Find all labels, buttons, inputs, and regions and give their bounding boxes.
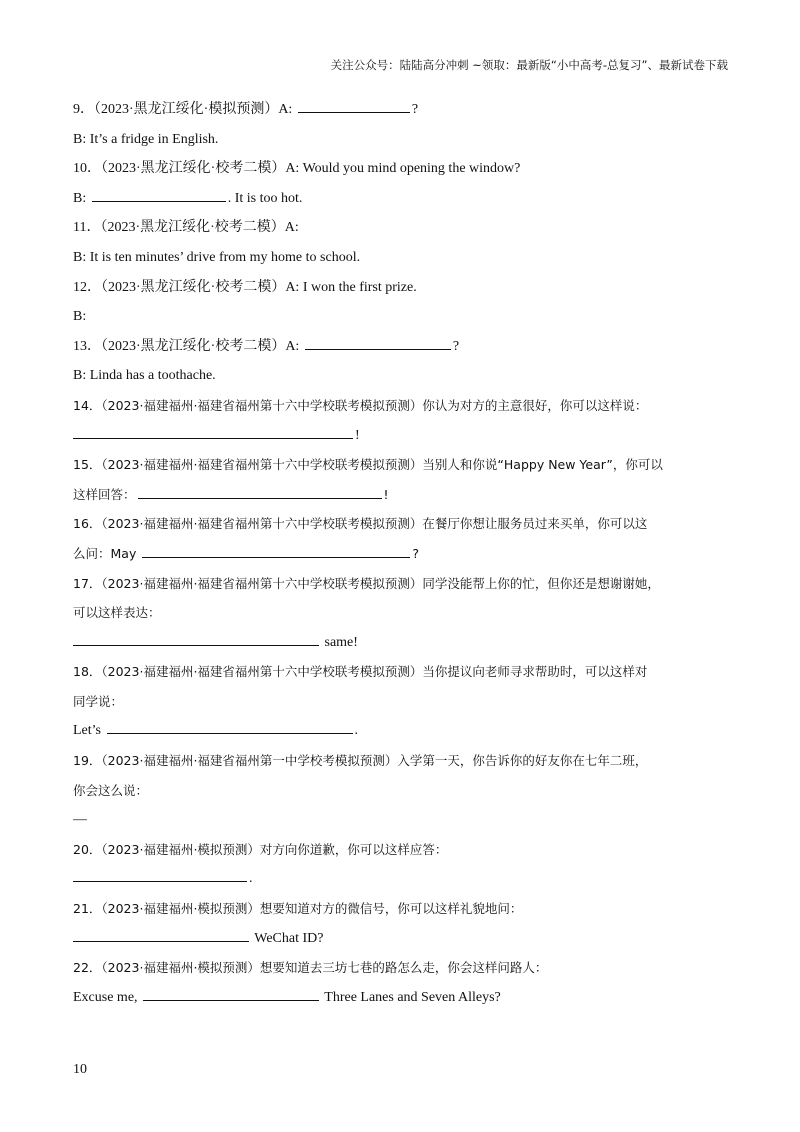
answer-blank[interactable] (298, 98, 410, 113)
q13-answer (73, 361, 733, 391)
q16-answer (73, 539, 733, 569)
line-text: B: (73, 309, 87, 325)
line-text: 你会这么说： (73, 782, 149, 798)
q15-prompt (73, 450, 733, 480)
line-text: 么问：May (73, 545, 141, 561)
line-text: 13．（2023·黑龙江绥化·校考二模）A: (73, 338, 303, 354)
line-text: 这样回答： (73, 486, 136, 502)
answer-blank[interactable] (138, 484, 382, 499)
line-text: 19．（2023·福建福州·福建省福州第一中学校考模拟预测）入学第一天，你告诉你的好友你在七年二班， (73, 753, 648, 769)
line-text: ! (355, 427, 360, 443)
q11-prompt (73, 213, 733, 243)
answer-blank[interactable] (73, 927, 249, 942)
q17-answer (73, 628, 733, 658)
line-text: 同学说： (73, 693, 124, 709)
line-text: 22．（2023·福建福州·模拟预测）想要知道去三坊七巷的路怎么走，你会这样问路人： (73, 960, 548, 976)
line-text: 9．（2023·黑龙江绥化·模拟预测）A: (73, 102, 296, 117)
line-text: . (354, 723, 358, 739)
q12-answer (73, 302, 733, 332)
line-text: 11．（2023·黑龙江绥化·校考二模）A: (73, 220, 299, 236)
q15-answer (73, 480, 733, 510)
page-number: 10 (73, 1062, 87, 1077)
q18-prompt-cont (73, 687, 733, 717)
line-text: 12．（2023·黑龙江绥化·校考二模）A: I won the first prize. (73, 279, 417, 295)
line-text: B: It’s a fridge in English. (73, 131, 219, 147)
q14-answer (73, 421, 733, 451)
line-text: ! (383, 486, 389, 502)
line-text: B: (73, 190, 90, 206)
q21-prompt (73, 894, 733, 924)
q18-prompt (73, 657, 733, 687)
answer-blank[interactable] (92, 187, 226, 202)
answer-blank[interactable] (107, 719, 353, 734)
q19-prompt (73, 746, 733, 776)
answer-blank[interactable] (142, 543, 410, 558)
q20-prompt (73, 835, 733, 865)
page-header: 关注公众号：陆陆高分冲刺 ~领取：最新版“小中高考-总复习”、最新试卷下载 (330, 58, 728, 72)
q22-prompt (73, 953, 733, 983)
line-text: ? (411, 102, 419, 117)
line-text: Excuse me, (73, 989, 142, 1005)
line-text: 17．（2023·福建福州·福建省福州第十六中学校联考模拟预测）同学没能帮上你的忙，但你还是想谢谢她， (73, 575, 660, 591)
line-text: 15．（2023·福建福州·福建省福州第十六中学校联考模拟预测）当别人和你说“Happy New Year”，你可以 (73, 457, 663, 473)
line-text: . It is too hot. (227, 190, 303, 206)
q11-answer (73, 243, 733, 273)
answer-blank[interactable] (73, 867, 247, 882)
q19-prompt-cont (73, 776, 733, 806)
q19-answer (73, 805, 733, 835)
q20-answer (73, 864, 733, 894)
line-text: ? (412, 545, 419, 561)
line-text: same! (321, 634, 358, 650)
line-text: 14．（2023·福建福州·福建省福州第十六中学校联考模拟预测）你认为对方的主意很好，你可以这样说： (73, 397, 648, 413)
q18-answer (73, 716, 733, 746)
line-text: . (249, 871, 253, 887)
q14-prompt (73, 391, 733, 421)
line-text: — (73, 812, 87, 828)
line-text: 可以这样表达： (73, 605, 161, 621)
q12-prompt (73, 273, 733, 303)
line-text: 21．（2023·福建福州·模拟预测）想要知道对方的微信号，你可以这样礼貌地问： (73, 901, 523, 917)
q22-answer (73, 983, 733, 1013)
line-text: ? (452, 338, 460, 354)
line-text: B: It is ten minutes’ drive from my home to school. (73, 249, 361, 265)
line-text: B: Linda has a toothache. (73, 368, 216, 384)
line-text: 20．（2023·福建福州·模拟预测）对方向你道歉，你可以这样应答： (73, 841, 448, 857)
q17-prompt (73, 569, 733, 599)
q9-answer (73, 125, 733, 155)
q10-prompt (73, 154, 733, 184)
answer-blank[interactable] (73, 424, 353, 439)
q16-prompt (73, 509, 733, 539)
line-text: 16．（2023·福建福州·福建省福州第十六中学校联考模拟预测）在餐厅你想让服务员过来买单，你可以这 (73, 516, 648, 532)
q17-prompt-cont (73, 598, 733, 628)
question-list (73, 95, 733, 1012)
line-text: Three Lanes and Seven Alleys? (321, 989, 501, 1005)
answer-blank[interactable] (73, 631, 319, 646)
q10-answer (73, 184, 733, 214)
answer-blank[interactable] (143, 986, 319, 1001)
q13-prompt (73, 332, 733, 362)
line-text: Let’s (73, 723, 105, 739)
line-text: WeChat ID? (251, 930, 324, 946)
q21-answer (73, 924, 733, 954)
q9-prompt (73, 95, 733, 125)
line-text: 10．（2023·黑龙江绥化·校考二模）A: Would you mind opening the window? (73, 161, 521, 177)
answer-blank[interactable] (305, 335, 451, 350)
line-text: 18．（2023·福建福州·福建省福州第十六中学校联考模拟预测）当你提议向老师寻求帮助时，可以这样对 (73, 664, 648, 680)
